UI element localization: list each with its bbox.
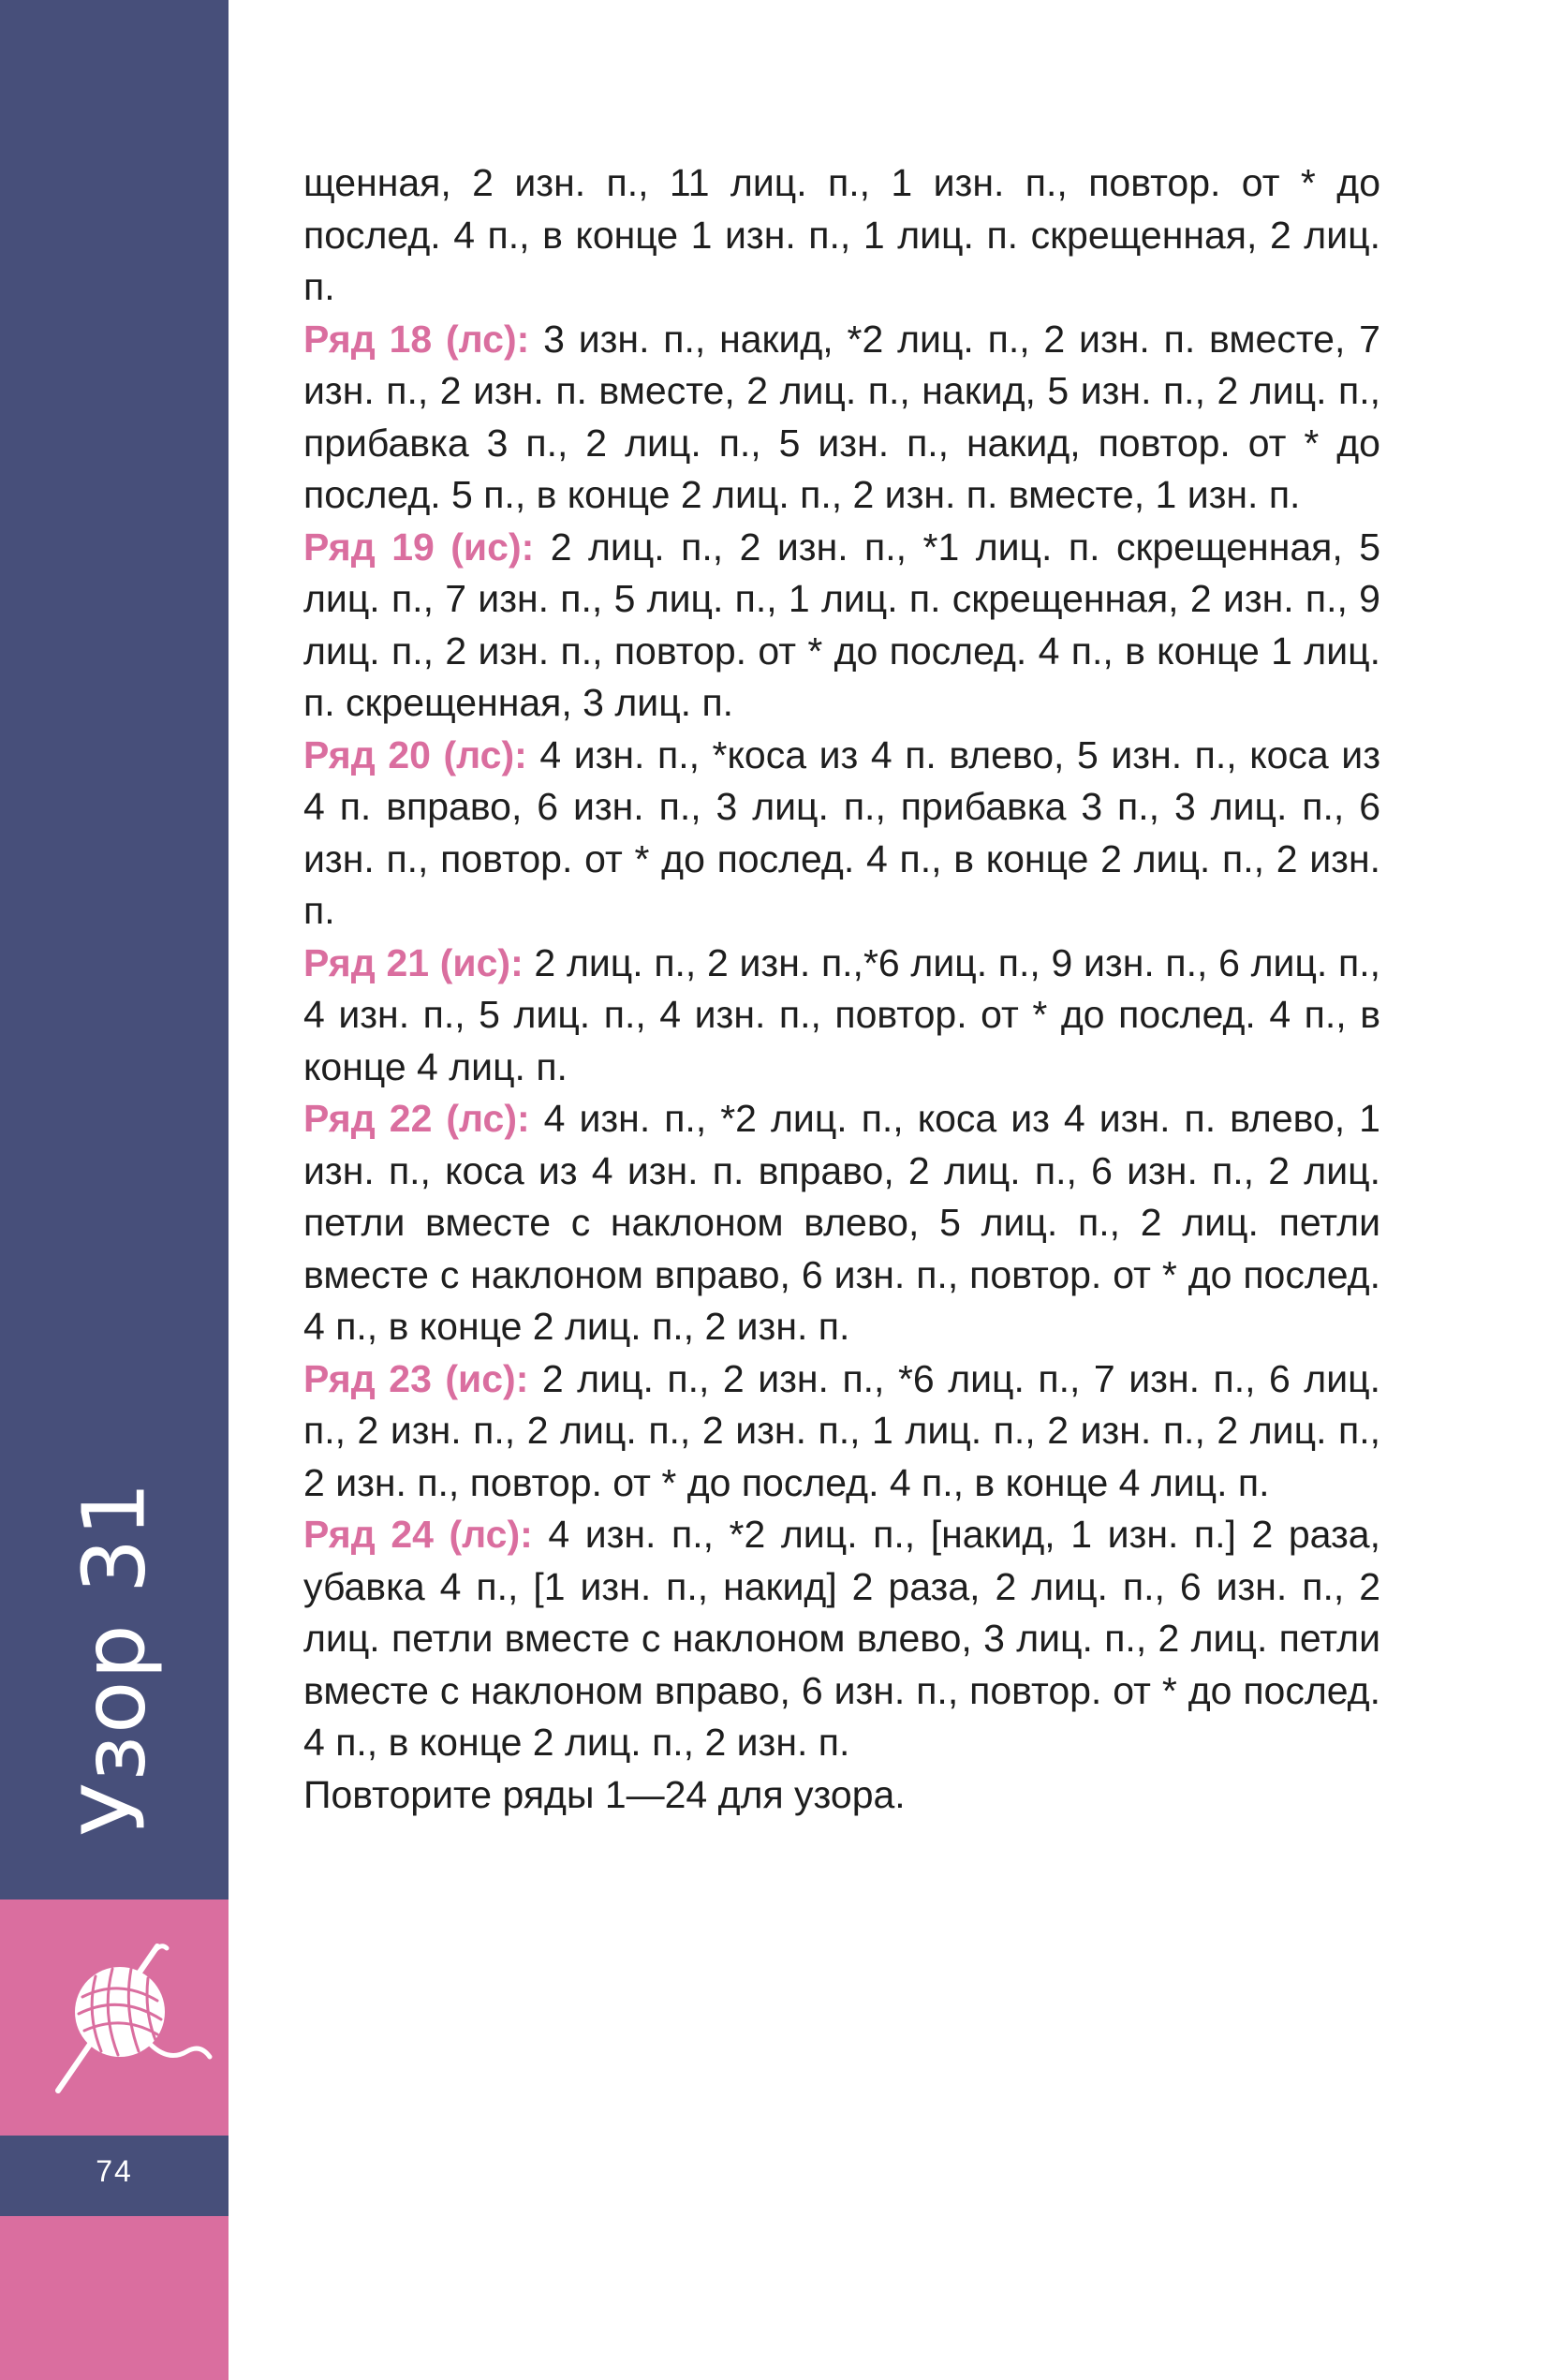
row-label: Ряд 23 (ис): <box>303 1356 529 1400</box>
row-23 <box>303 1353 1380 1510</box>
row-label: Ряд 20 (лс): <box>303 732 527 776</box>
row-22 <box>303 1093 1380 1353</box>
row-text: 4 изн. п., *коса из 4 п. влево, 5 изн. п., коса из 4 п. вправо, 6 изн. п., 3 лиц. п., прибавка 3 п., 3 лиц. п., 6 изн. п., повтор. от * до послед. 4 п., в конце 2 лиц. п., 2 изн. п. <box>303 732 1380 932</box>
row-label: Ряд 19 (ис): <box>303 525 535 569</box>
row-19 <box>303 522 1380 730</box>
pattern-instructions <box>303 157 1380 1821</box>
side-band-pink-bottom <box>0 2216 229 2380</box>
page-number: 74 <box>96 2154 133 2188</box>
row-label: Ряд 21 (ис): <box>303 940 524 984</box>
side-band <box>0 0 229 2380</box>
row-21 <box>303 938 1380 1094</box>
row-text: 2 лиц. п., 2 изн. п.,*6 лиц. п., 9 изн. п., 6 лиц. п., 4 изн. п., 5 лиц. п., 4 изн. п., повтор. от * до послед. 4 п., в конце 4 лиц. п. <box>303 940 1380 1088</box>
row-18 <box>303 314 1380 522</box>
row-text: 4 изн. п., *2 лиц. п., [накид, 1 изн. п.] 2 раза, убавка 4 п., [1 изн. п., накид] 2 раза, 2 лиц. п., 6 изн. п., 2 лиц. петли вместе с наклоном влево, 3 лиц. п., 2 лиц. петли вместе с наклоном вправо, 6 изн. п., повтор. от * до послед. 4 п., в конце 2 лиц. п., 2 изн. п. <box>303 1513 1380 1764</box>
row-text: 4 изн. п., *2 лиц. п., коса из 4 изн. п. влево, 1 изн. п., коса из 4 изн. п. вправо, 2 лиц. п., 6 изн. п., 2 лиц. петли вместе с наклоном влево, 5 лиц. п., 2 лиц. петли вместе с наклоном вправо, 6 изн. п., повтор. от * до послед. 4 п., в конце 2 лиц. п., 2 изн. п. <box>303 1097 1380 1348</box>
row-label: Ряд 22 (лс): <box>303 1097 530 1140</box>
row-label: Ряд 18 (лс): <box>303 317 530 361</box>
row-label: Ряд 24 (лс): <box>303 1513 533 1556</box>
outro-paragraph: Повторите ряды 1—24 для узора. <box>303 1772 906 1816</box>
row-text: 2 лиц. п., 2 изн. п., *1 лиц. п. скрещенная, 5 лиц. п., 7 изн. п., 5 лиц. п., 1 лиц. п. скрещенная, 2 изн. п., 9 лиц. п., 2 изн. п., повтор. от * до послед. 4 п., в конце 1 лиц. п. скрещенная, 3 лиц. п. <box>303 525 1381 724</box>
pattern-title: Узор 31 <box>64 1480 165 1836</box>
intro-paragraph: щенная, 2 изн. п., 11 лиц. п., 1 изн. п., повтор. от * до послед. 4 п., в конце 1 изн. п., 1 лиц. п. скрещенная, 2 лиц. п. <box>303 161 1380 308</box>
row-text: 3 изн. п., накид, *2 лиц. п., 2 изн. п. вместе, 7 изн. п., 2 изн. п. вместе, 2 лиц. п., накид, 5 изн. п., 2 лиц. п., прибавка 3 п., 2 лиц. п., 5 изн. п., накид, повтор. от * до послед. 5 п., в конце 2 лиц. п., 2 изн. п. вместе, 1 изн. п. <box>303 317 1380 516</box>
yarn-ball-crochet-hook-icon <box>47 1939 215 2098</box>
row-20 <box>303 730 1380 938</box>
row-text: 2 лиц. п., 2 изн. п., *6 лиц. п., 7 изн. п., 6 лиц. п., 2 изн. п., 2 лиц. п., 2 изн. п., 1 лиц. п., 2 изн. п., 2 лиц. п., 2 изн. п., повтор. от * до послед. 4 п., в конце 4 лиц. п. <box>303 1356 1380 1504</box>
row-24 <box>303 1509 1380 1769</box>
